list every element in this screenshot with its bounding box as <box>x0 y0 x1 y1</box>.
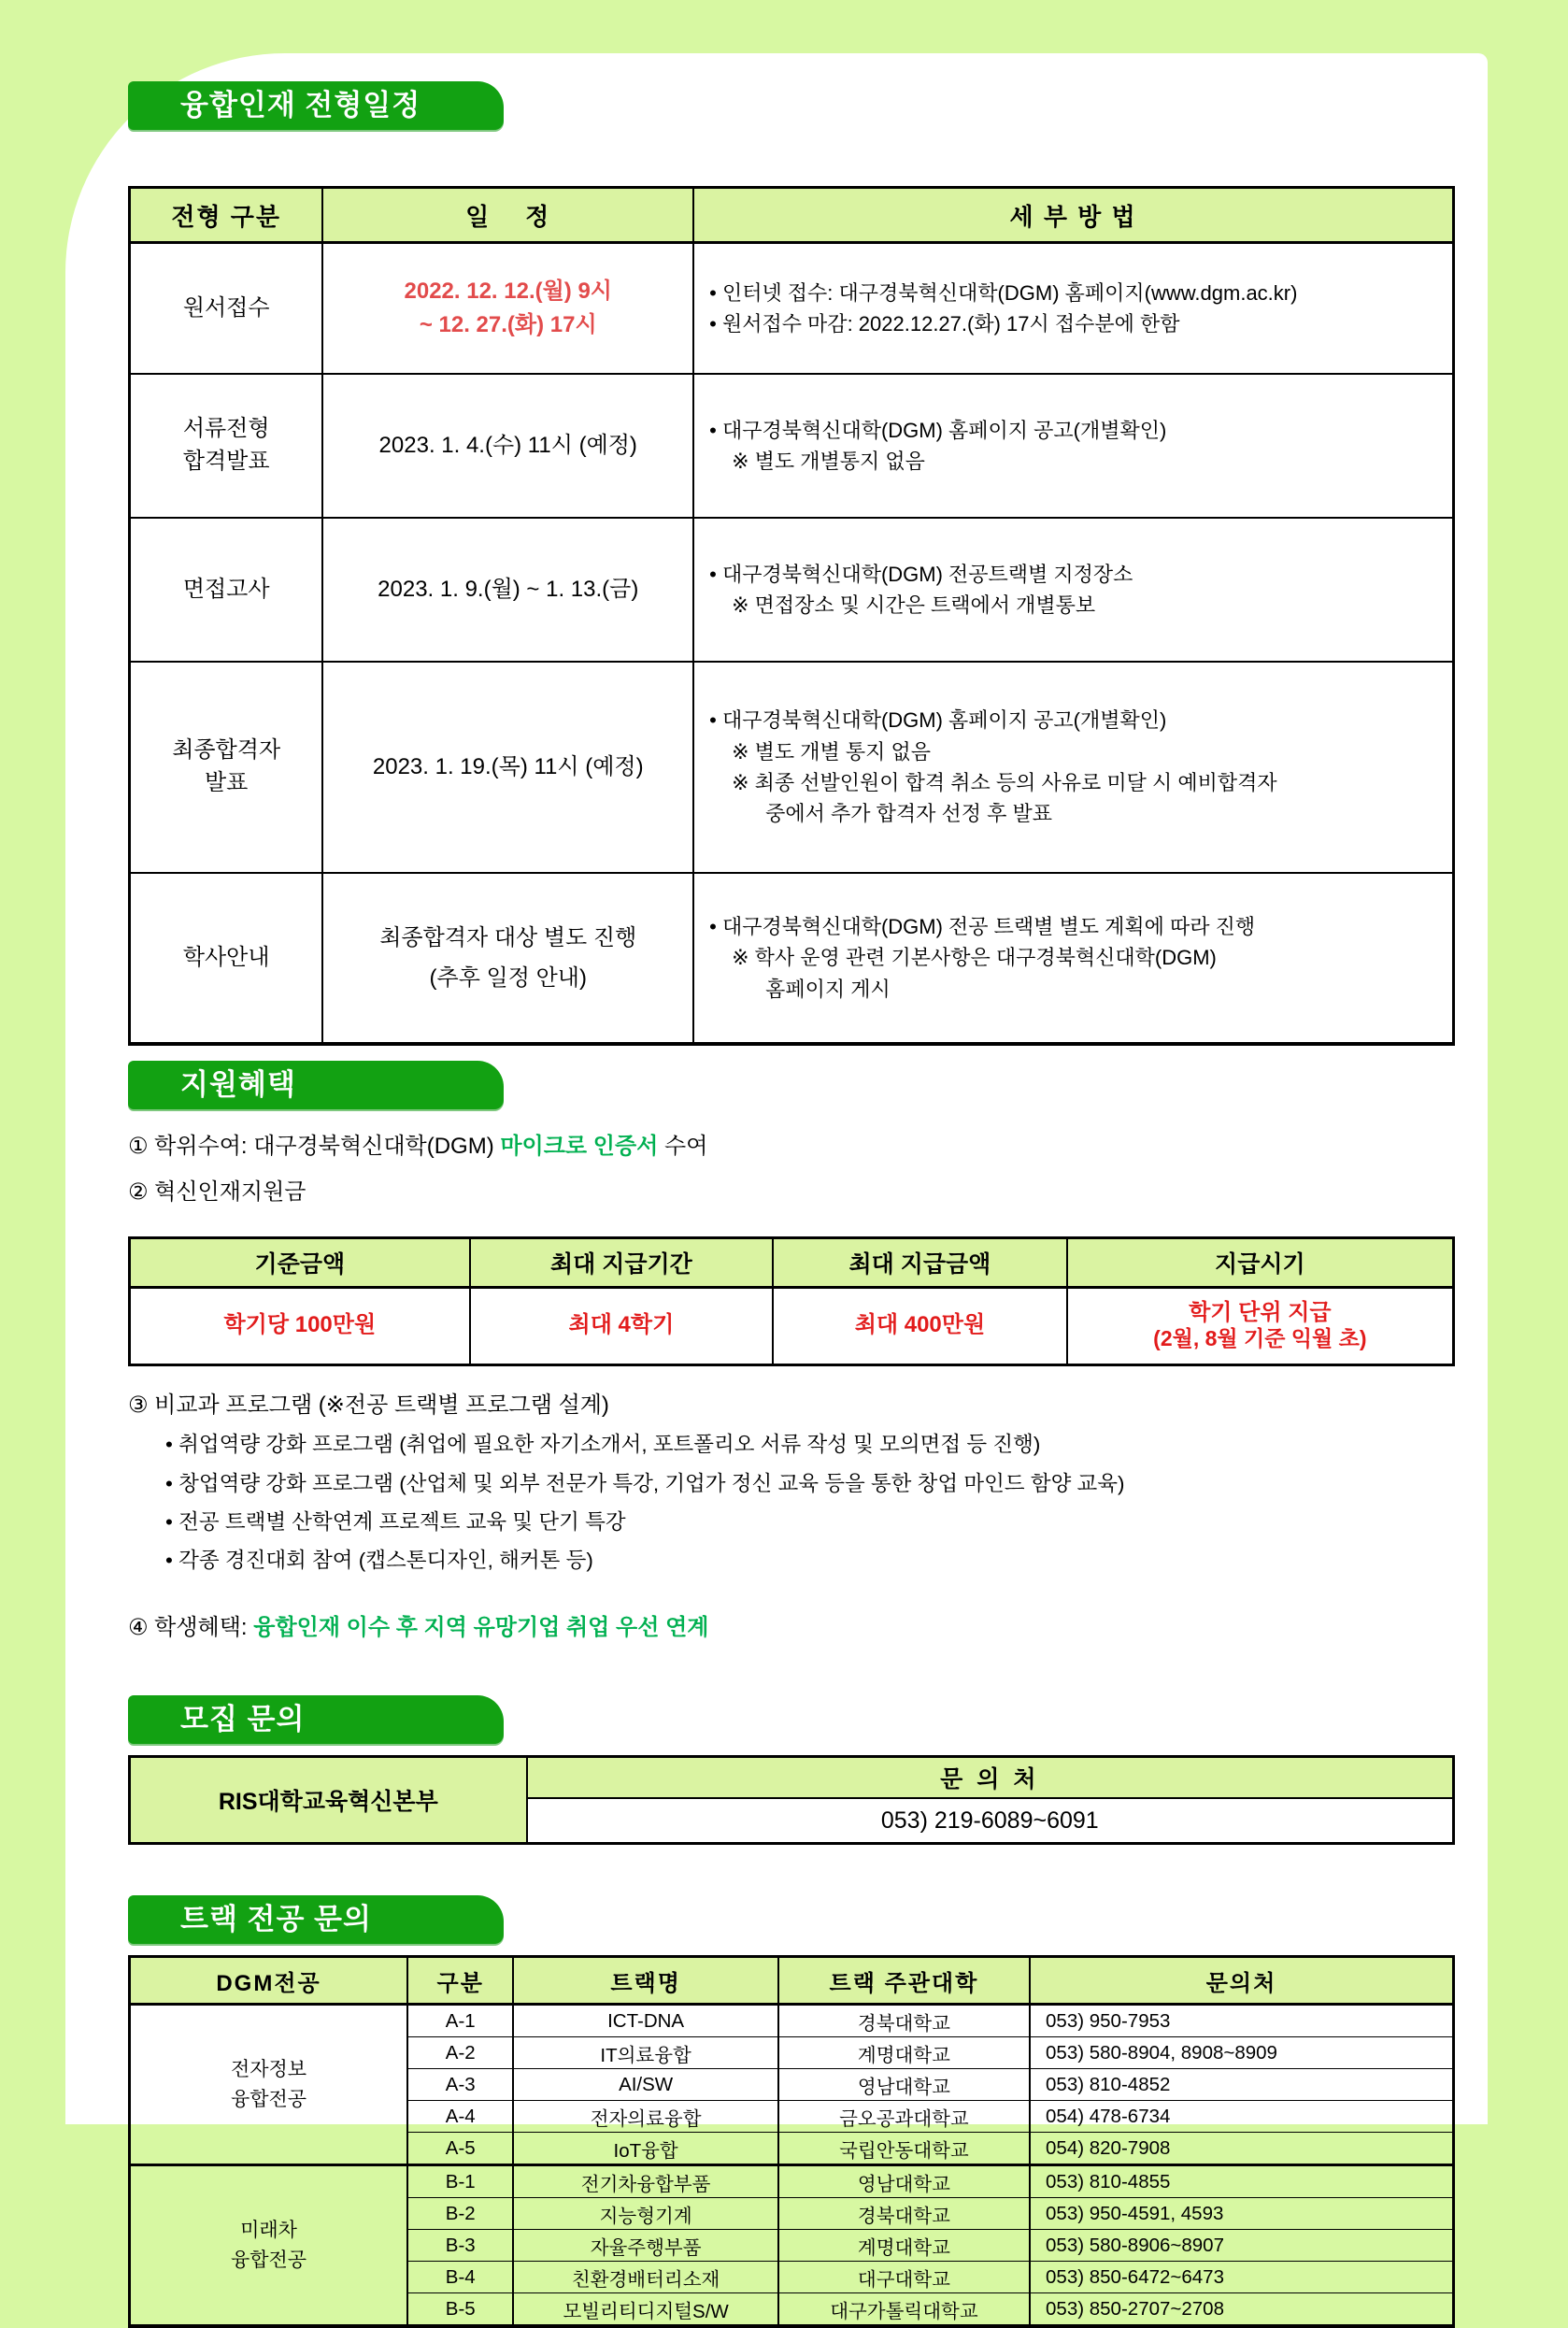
program-bullet: • 창업역량 강화 프로그램 (산업체 및 외부 전문가 특강, 기업가 정신 교육 등을 통한 창업 마인드 함양 교육) <box>165 1471 1125 1495</box>
benefit-item-programs <box>128 1391 1455 1421</box>
text-line: 2022. 12. 12.(월) 9시 <box>404 279 612 304</box>
details-cell <box>693 662 1453 873</box>
column-header: 구분 <box>407 1957 513 2005</box>
track-phone-cell: 053) 810-4855 <box>1030 2165 1453 2198</box>
grant-value-cell <box>130 1287 470 1364</box>
track-phone-cell: 053) 850-6472~6473 <box>1030 2262 1453 2293</box>
highlighted-text: 마이크로 인증서 <box>500 1134 659 1159</box>
text-line: 융합전공 <box>230 2088 307 2110</box>
detail-line: ※ 학사 운영 관련 기본사항은 대구경북혁신대학(DGM) <box>732 946 1217 970</box>
track-code-cell: A-3 <box>407 2069 513 2101</box>
text-line: 발표 <box>205 770 249 795</box>
text-line: 최종합격자 <box>172 737 281 764</box>
track-name-cell: 지능형기계 <box>513 2198 777 2230</box>
schedule-cell <box>322 374 693 518</box>
track-name-cell: 친환경배터리소재 <box>513 2262 777 2293</box>
table-row <box>130 873 1454 1044</box>
table-row <box>130 2005 1454 2037</box>
text-line: ~ 12. 27.(화) 17시 <box>419 312 597 337</box>
category-cell <box>130 873 323 1044</box>
program-bullet: • 취업역량 강화 프로그램 (취업에 필요한 자기소개서, 포트폴리오 서류 작성 및 모의면접 등 진행) <box>165 1433 1041 1457</box>
column-header: 최대 지급금액 <box>773 1237 1067 1287</box>
column-header: DGM전공 <box>130 1957 408 2005</box>
track-univ-cell: 영남대학교 <box>778 2069 1030 2101</box>
text-line: (추후 일정 안내) <box>429 965 587 991</box>
details-cell <box>693 374 1453 518</box>
track-univ-cell: 경북대학교 <box>778 2198 1030 2230</box>
grant-value-cell <box>470 1287 773 1364</box>
track-phone-cell: 053) 580-8906~8907 <box>1030 2230 1453 2262</box>
category-cell <box>130 662 323 873</box>
text-line: 2023. 1. 4.(수) 11시 (예정) <box>378 433 637 459</box>
track-univ-cell: 대구대학교 <box>778 2262 1030 2293</box>
section-title-track-contact: 트랙 전공 문의 <box>128 1895 504 1944</box>
track-phone-cell: 054) 820-7908 <box>1030 2133 1453 2165</box>
track-code-cell: A-5 <box>407 2133 513 2165</box>
text-line: 미래차 <box>240 2220 297 2242</box>
detail-line: ※ 별도 개별 통지 없음 <box>732 739 932 764</box>
details-cell <box>693 873 1453 1044</box>
detail-line: ※ 면접장소 및 시간은 트랙에서 개별통보 <box>732 593 1096 617</box>
track-univ-cell: 금오공과대학교 <box>778 2101 1030 2133</box>
track-name-cell: 전기차융합부품 <box>513 2165 777 2198</box>
track-name-cell: 전자의료융합 <box>513 2101 777 2133</box>
track-phone-cell: 053) 950-7953 <box>1030 2005 1453 2037</box>
detail-line: • 대구경북혁신대학(DGM) 홈페이지 공고(개별확인) <box>709 418 1167 442</box>
text-segment: 수여 <box>658 1134 708 1159</box>
column-header: 문의처 <box>1030 1957 1453 2005</box>
text-line: 원서접수 <box>182 294 270 321</box>
track-code-cell: A-2 <box>407 2037 513 2069</box>
track-code-cell: B-2 <box>407 2198 513 2230</box>
track-contact-table <box>128 1955 1455 2328</box>
text-line: 최대 4학기 <box>568 1312 675 1338</box>
text-line: 서류전형 <box>182 416 270 442</box>
benefit-item-student <box>128 1613 1455 1643</box>
detail-line: ※ 최종 선발인원이 합격 취소 등의 사유로 미달 시 예비합격자 <box>732 771 1277 794</box>
track-univ-cell: 계명대학교 <box>778 2230 1030 2262</box>
detail-line: 중에서 추가 합격자 선정 후 발표 <box>765 802 1052 826</box>
track-code-cell: B-3 <box>407 2230 513 2262</box>
recruit-contact-header: 문 의 처 <box>527 1757 1454 1799</box>
section-title-recruit-contact: 모집 문의 <box>128 1695 504 1744</box>
track-name-cell: 모빌리티디지털S/W <box>513 2293 777 2327</box>
track-univ-cell: 경북대학교 <box>778 2005 1030 2037</box>
table-row <box>130 518 1454 662</box>
recruit-contact-table <box>128 1755 1455 1845</box>
text-line: 최대 400만원 <box>854 1312 986 1338</box>
column-header: 지급시기 <box>1067 1237 1454 1287</box>
text-segment: ① 학위수여: 대구경북혁신대학(DGM) <box>128 1134 501 1159</box>
program-bullet: • 각종 경진대회 참여 (캡스톤디자인, 해커톤 등) <box>165 1549 593 1573</box>
track-name-cell: IT의료융합 <box>513 2037 777 2069</box>
text-line: 학기당 100만원 <box>223 1312 377 1338</box>
grant-value-row <box>130 1287 1454 1364</box>
document-panel <box>65 53 1488 2322</box>
details-cell <box>693 243 1453 375</box>
grant-table <box>128 1236 1455 1366</box>
text-line: 2023. 1. 19.(목) 11시 (예정) <box>372 754 644 780</box>
text-line: 합격발표 <box>182 449 270 474</box>
benefit-item-grant <box>128 1178 1455 1207</box>
text-line: 융합전공 <box>230 2249 307 2271</box>
grant-value-cell <box>1067 1287 1454 1364</box>
schedule-cell <box>322 243 693 375</box>
text-line: 학기 단위 지급 <box>1189 1299 1332 1325</box>
text-line: 학사안내 <box>182 944 270 970</box>
category-cell <box>130 243 323 375</box>
text-line: 최종합격자 대상 별도 진행 <box>379 924 637 950</box>
text-segment: ④ 학생혜택: <box>128 1614 254 1640</box>
text-line: (2월, 8월 기준 익월 초) <box>1153 1326 1367 1351</box>
benefit-item-degree <box>128 1132 1455 1162</box>
track-phone-cell: 053) 810-4852 <box>1030 2069 1453 2101</box>
track-name-cell: ICT-DNA <box>513 2005 777 2037</box>
track-name-cell: AI/SW <box>513 2069 777 2101</box>
major-group-cell <box>130 2005 408 2165</box>
table-row <box>130 374 1454 518</box>
recruit-contact-phone: 053) 219-6089~6091 <box>527 1798 1454 1844</box>
detail-line: • 대구경북혁신대학(DGM) 전공트랙별 지정장소 <box>709 562 1133 586</box>
detail-line: • 인터넷 접수: 대구경북혁신대학(DGM) 홈페이지(www.dgm.ac.kr) <box>709 280 1298 305</box>
track-univ-cell: 대구가톨릭대학교 <box>778 2293 1030 2327</box>
table-row <box>130 2165 1454 2198</box>
column-header: 기준금액 <box>130 1237 470 1287</box>
table-row <box>130 662 1454 873</box>
track-code-cell: B-4 <box>407 2262 513 2293</box>
track-univ-cell: 영남대학교 <box>778 2165 1030 2198</box>
schedule-cell <box>322 873 693 1044</box>
column-header: 전형 구분 <box>130 188 323 243</box>
major-group-cell <box>130 2165 408 2327</box>
column-header: 세 부 방 법 <box>693 188 1453 243</box>
schedule-header-row <box>130 188 1454 243</box>
program-bullet-list <box>128 1431 1455 1576</box>
section-title-schedule: 융합인재 전형일정 <box>128 81 504 130</box>
column-header: 일 정 <box>322 188 693 243</box>
detail-line: • 대구경북혁신대학(DGM) 전공 트랙별 별도 계획에 따라 진행 <box>709 914 1256 938</box>
detail-line: ※ 별도 개별통지 없음 <box>732 450 925 473</box>
highlighted-text: 융합인재 이수 후 지역 유망기업 취업 우선 연계 <box>253 1614 709 1640</box>
grant-header-row <box>130 1237 1454 1287</box>
track-code-cell: A-4 <box>407 2101 513 2133</box>
track-header-row <box>130 1957 1454 2005</box>
detail-line: • 원서접수 마감: 2022.12.27.(화) 17시 접수분에 한함 <box>709 312 1180 336</box>
column-header: 트랙명 <box>513 1957 777 2005</box>
table-row <box>130 243 1454 375</box>
text-segment: ③ 비교과 프로그램 (※전공 트랙별 프로그램 설계) <box>128 1392 609 1418</box>
track-phone-cell: 054) 478-6734 <box>1030 2101 1453 2133</box>
track-code-cell: A-1 <box>407 2005 513 2037</box>
track-code-cell: B-5 <box>407 2293 513 2327</box>
details-cell <box>693 518 1453 662</box>
detail-line: 홈페이지 게시 <box>765 977 891 1001</box>
category-cell <box>130 518 323 662</box>
recruit-contact-row <box>130 1757 1454 1799</box>
schedule-cell <box>322 662 693 873</box>
track-phone-cell: 053) 950-4591, 4593 <box>1030 2198 1453 2230</box>
column-header: 최대 지급기간 <box>470 1237 773 1287</box>
category-cell <box>130 374 323 518</box>
document-content <box>128 53 1455 2328</box>
program-bullet: • 전공 트랙별 산학연계 프로젝트 교육 및 단기 특강 <box>165 1509 626 1534</box>
recruit-contact-org: RIS대학교육혁신본부 <box>130 1757 527 1844</box>
track-name-cell: IoT융합 <box>513 2133 777 2165</box>
track-univ-cell: 국립안동대학교 <box>778 2133 1030 2165</box>
track-phone-cell: 053) 580-8904, 8908~8909 <box>1030 2037 1453 2069</box>
text-line: 면접고사 <box>182 576 270 602</box>
text-line: 전자정보 <box>230 2059 307 2081</box>
text-segment: ② 혁신인재지원금 <box>128 1179 306 1206</box>
column-header: 트랙 주관대학 <box>778 1957 1030 2005</box>
schedule-table <box>128 186 1455 1046</box>
detail-line: • 대구경북혁신대학(DGM) 홈페이지 공고(개별확인) <box>709 708 1167 733</box>
track-name-cell: 자율주행부품 <box>513 2230 777 2262</box>
track-code-cell: B-1 <box>407 2165 513 2198</box>
section-title-benefits: 지원혜택 <box>128 1061 504 1109</box>
track-phone-cell: 053) 850-2707~2708 <box>1030 2293 1453 2327</box>
schedule-cell <box>322 518 693 662</box>
track-univ-cell: 계명대학교 <box>778 2037 1030 2069</box>
text-line: 2023. 1. 9.(월) ~ 1. 13.(금) <box>378 577 639 603</box>
grant-value-cell <box>773 1287 1067 1364</box>
